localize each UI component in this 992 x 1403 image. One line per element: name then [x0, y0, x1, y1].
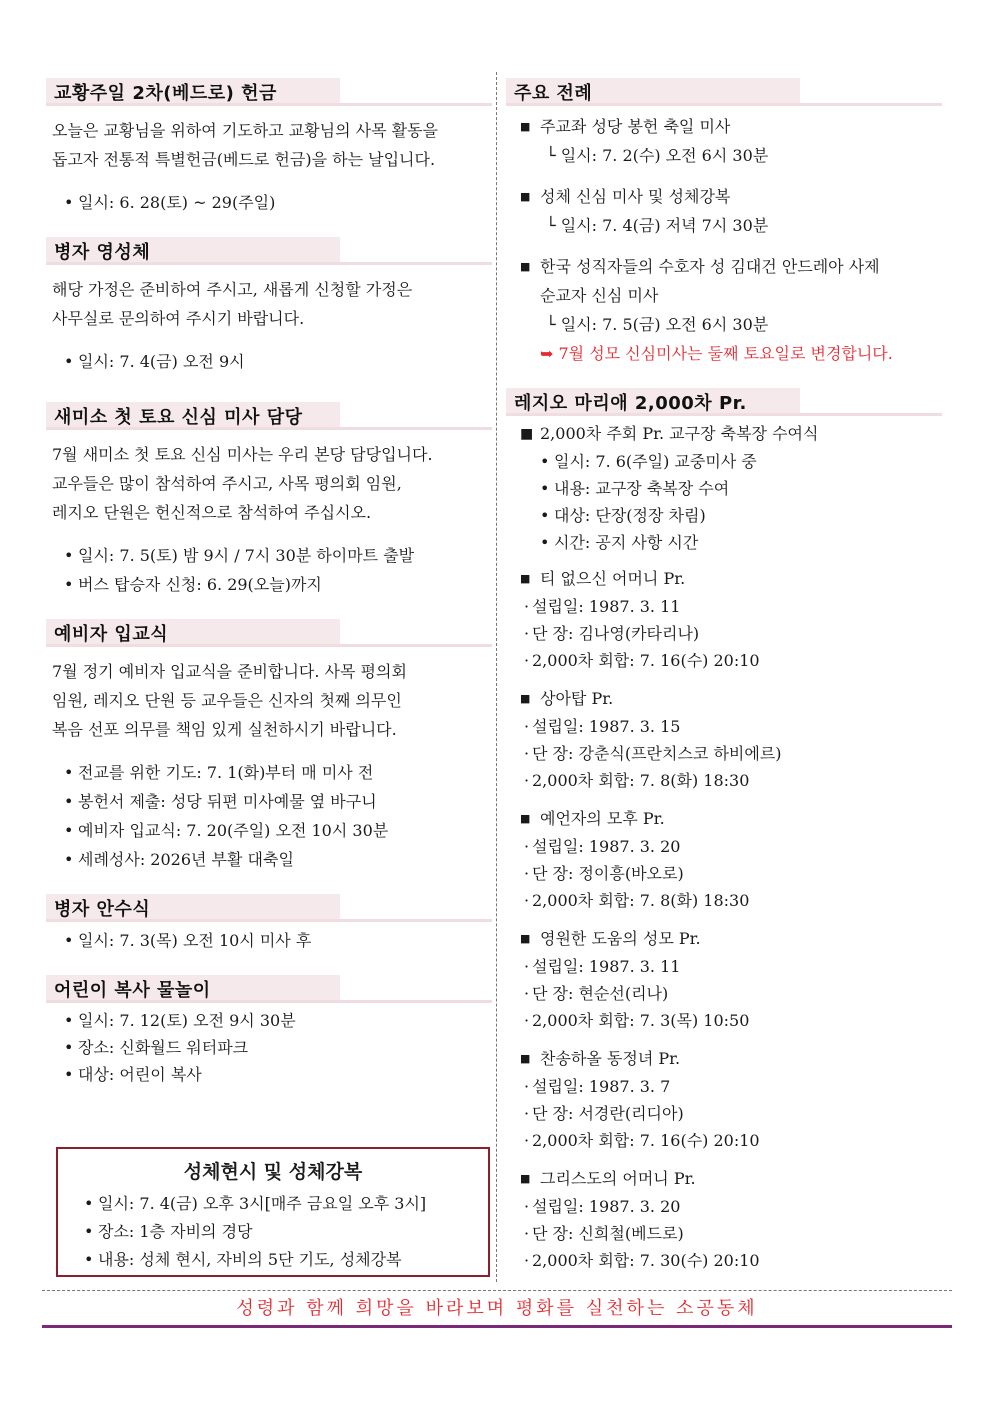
list-item: ■ 주교좌 성당 봉헌 축일 미사 [520, 117, 731, 136]
section-title: 병자 영성체 [54, 242, 151, 263]
section-title: 어린이 복사 물놀이 [54, 980, 211, 1001]
praesidium-group: ■ 티 없으신 어머니 Pr. · 설립일: 1987. 3. 11 · 단 장: 김나영(카타리나) · 2,000차 회합: 7. 16(수) 20:10 [506, 564, 942, 674]
section-legio-mariae [506, 382, 942, 1274]
section-title: 교황주일 2차(베드로) 헌금 [54, 83, 277, 104]
bullet-list: • 일시: 7. 3(목) 오전 10시 미사 후 [46, 926, 492, 955]
section-title: 새미소 첫 토요 신심 미사 담당 [54, 407, 303, 428]
section-title: 주요 전례 [514, 83, 593, 104]
box-title: 성체현시 및 성체강복 [183, 1161, 363, 1183]
footer-rule [42, 1325, 952, 1328]
adoration-box [56, 1147, 490, 1277]
right-column [506, 72, 942, 1288]
bullet-list: • 일시: 6. 28(토) ~ 29(주일) [46, 188, 492, 217]
bullet-list: • 일시: 7. 12(토) 오전 9시 30분 • 장소: 신화월드 워터파크 • 대상: 어린이 복사 [46, 1007, 492, 1088]
paragraph: 7월 새미소 첫 토요 신심 미사는 우리 본당 담당입니다. 교우들은 많이 참석하여 주시고, 사목 평의회 임원, 레지오 단원은 헌신적으로 참석하여 주십시오. [52, 445, 433, 522]
notice-text: ➥ 7월 성모 신심미사는 둘째 토요일로 변경합니다. [540, 344, 893, 363]
footer-slogan: 성령과 함께 희망을 바라보며 평화를 실천하는 소공동체 [236, 1298, 758, 1319]
list-item: ■ 한국 성직자들의 수호자 성 김대건 안드레아 사제 [520, 257, 880, 276]
section-sick-communion [46, 231, 492, 376]
section-anointing-sick [46, 888, 492, 955]
column-divider [496, 72, 497, 1282]
bullet-list: • 일시: 7. 6(주일) 교중미사 중 • 내용: 교구장 축복장 수여 • 대상: 단장(정장 차림) • 시간: 공지 사항 시간 [506, 448, 942, 556]
section-title: 레지오 마리애 2,000차 Pr. [514, 393, 747, 414]
section-catechumen-ceremony [46, 613, 492, 874]
section-title: 예비자 입교식 [54, 624, 169, 645]
praesidium-group: ■ 영원한 도움의 성모 Pr. · 설립일: 1987. 3. 11 · 단 장: 현순선(리나) · 2,000차 회합: 7. 3(목) 10:50 [506, 924, 942, 1034]
section-main-liturgy: 주요 전례 ■ 주교좌 성당 봉헌 축일 미사 └ 일시: 7. 2(수) 오전 6시 30분 ■ 성체 신심 미사 및 성체강복 └ 일시: 7. 4(금) 저녁 7시 30분 ■ 한국 성직자들의 수호자 성 김대건 안드레아 사제 순교자 신심 미사 └ 일시: 7. 5(금) 오전 6시 30분 ➥ 7월 성모 신심미사는 둘째 토요일로 변경합니다. [506, 72, 942, 368]
paragraph: 해당 가정은 준비하여 주시고, 새롭게 신청할 가정은 사무실로 문의하여 주시기 바랍니다. [52, 280, 413, 328]
paragraph: 오늘은 교황님을 위하여 기도하고 교황님의 사목 활동을 돕고자 전통적 특별헌금(베드로 헌금)을 하는 날입니다. [52, 121, 439, 169]
section-title: 병자 안수식 [54, 899, 151, 920]
left-column [46, 72, 492, 1102]
section-altar-server-outing [46, 969, 492, 1088]
praesidium-group: ■ 예언자의 모후 Pr. · 설립일: 1987. 3. 20 · 단 장: 정이흥(바오로) · 2,000차 회합: 7. 8(화) 18:30 [506, 804, 942, 914]
praesidium-group: ■ 그리스도의 어머니 Pr. · 설립일: 1987. 3. 20 · 단 장: 신희철(베드로) · 2,000차 회합: 7. 30(수) 20:10 [506, 1164, 942, 1274]
bullet-list: • 일시: 7. 5(토) 밤 9시 / 7시 30분 하이마트 출발 • 버스 탑승자 신청: 6. 29(오늘)까지 [46, 541, 492, 599]
footer-divider [42, 1290, 952, 1291]
bullet-list: • 전교를 위한 기도: 7. 1(화)부터 매 미사 전 • 봉헌서 제출: 성당 뒤편 미사예물 옆 바구니 • 예비자 입교식: 7. 20(주일) 오전 10시 30분 • 세례성사: 2026년 부활 대축일 [46, 758, 492, 874]
section-first-saturday-mass [46, 396, 492, 599]
list-item: ■ 성체 신심 미사 및 성체강복 [520, 187, 731, 206]
section-peters-pence [46, 72, 492, 217]
bullet-list: • 일시: 7. 4(금) 오후 3시[매주 금요일 오후 3시] • 장소: 1층 자비의 경당 • 내용: 성체 현시, 자비의 5단 기도, 성체강복 [72, 1190, 474, 1274]
paragraph: 7월 정기 예비자 입교식을 준비합니다. 사목 평의회 임원, 레지오 단원 등 교우들은 신자의 첫째 의무인 복음 선포 의무를 책임 있게 실천하시기 바랍니다. [52, 662, 407, 739]
praesidium-group: ■ 찬송하올 동정녀 Pr. · 설립일: 1987. 3. 7 · 단 장: 서경란(리디아) · 2,000차 회합: 7. 16(수) 20:10 [506, 1044, 942, 1154]
praesidium-group: ■ 상아탑 Pr. · 설립일: 1987. 3. 15 · 단 장: 강춘식(프란치스코 하비에르) · 2,000차 회합: 7. 8(화) 18:30 [506, 684, 942, 794]
list-item: ■ 2,000차 주회 Pr. 교구장 축복장 수여식 [520, 424, 819, 443]
bullet-list: • 일시: 7. 4(금) 오전 9시 [46, 347, 492, 376]
